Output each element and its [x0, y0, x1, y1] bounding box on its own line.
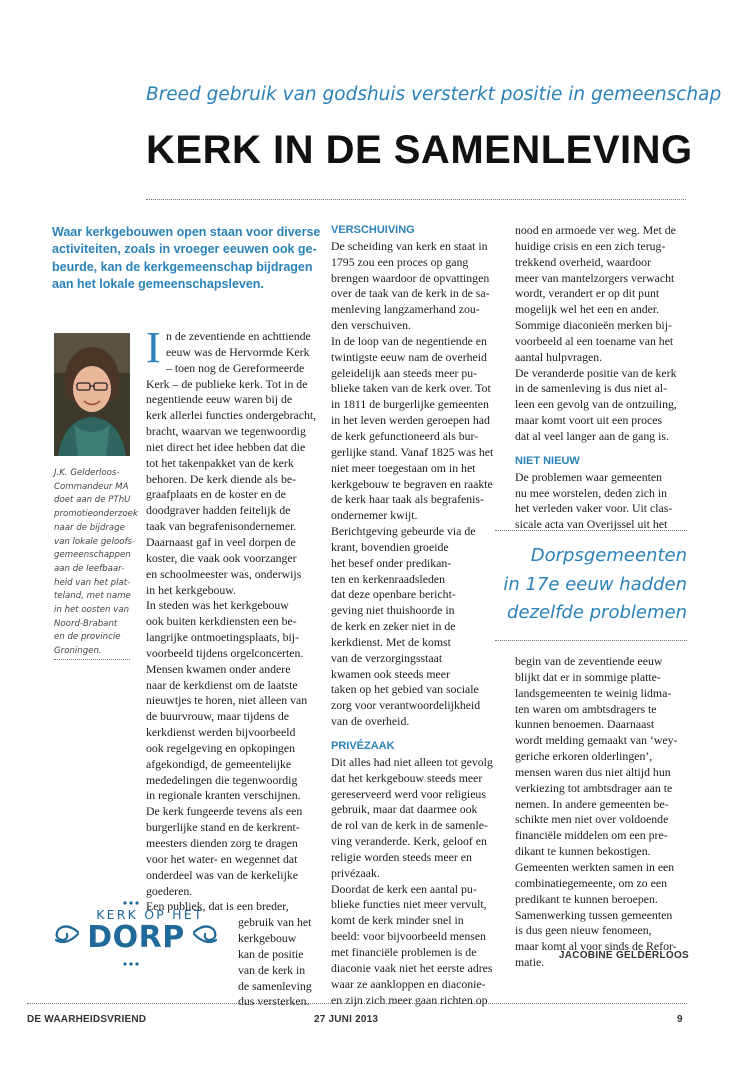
body-line: maar komt voort uit een proces — [515, 413, 663, 428]
pull-quote-line: Dorpsgemeenten — [530, 545, 687, 566]
logo-main-text: DORP — [87, 920, 185, 955]
body-line: niet meer toegestaan om in het — [331, 460, 476, 475]
body-line: burgerlijke stand en de kerkrent- — [146, 820, 300, 835]
body-line: nemen. In andere gemeenten be- — [515, 796, 669, 811]
body-line: wordt, verandert er op dit punt — [515, 286, 660, 301]
body-line: ook buiten kerkdiensten een be- — [146, 614, 297, 629]
body-line: de rol van de kerk in de samenle- — [331, 818, 488, 833]
body-line: taak van begrafenisondernemer. — [146, 519, 297, 534]
body-line: dus versterken. — [238, 994, 310, 1009]
body-line: ving veranderde. Kerk, geloof en — [331, 834, 487, 849]
pull-quote-line: dezelfde problemen — [507, 602, 687, 623]
article-kicker: Breed gebruik van godshuis versterkt positie in gemeenschap — [146, 84, 722, 105]
caption-line: naar de bijdrage — [54, 522, 125, 533]
body-line: meesters dienden zorg te dragen — [146, 836, 298, 850]
caption-line: heid van het plat- — [54, 577, 131, 588]
body-line: De scheiding van kerk en staat in — [331, 238, 488, 253]
subheading-privezaak: PRIVÉZAAK — [331, 740, 395, 752]
body-line: in het kerkgebouw. — [146, 582, 236, 597]
body-line: dat al veel langer aan de gang is. — [515, 428, 669, 443]
body-line: kerkdienst werden bijvoorbeeld — [146, 725, 296, 740]
body-line: predikant te kunnen beroepen. — [515, 891, 658, 906]
body-line: goederen. — [146, 883, 193, 898]
body-line: beeld: voor bijvoorbeeld mensen — [331, 929, 486, 944]
body-line: dat het kerkgebouw steeds meer — [331, 770, 483, 785]
body-column-3-top — [515, 223, 690, 533]
body-line: afgekondigd, de gemeentelijke — [146, 756, 292, 771]
body-line: wordt melding gemaakt van ‘wey- — [515, 733, 678, 748]
caption-divider — [54, 659, 130, 660]
body-line: kerkgebouw te begraven en raakte — [331, 476, 493, 491]
body-line: onderdeel was van de kerkelijke — [146, 867, 298, 882]
caption-line: teland, met name — [54, 591, 131, 602]
body-line: Sommige diaconieën merken bij- — [515, 318, 672, 333]
body-line: Gemeenten werkten samen in een — [515, 859, 675, 874]
body-line: leen een gevolg van de ontzuiling, — [515, 397, 677, 412]
photo-caption — [54, 467, 140, 659]
body-line: Doordat de kerk een aantal pu- — [331, 881, 477, 896]
body-line: voor het water- en wegennet dat — [146, 851, 298, 866]
intro-line: Waar kerkgebouwen open staan voor diverse — [52, 225, 321, 239]
body-line: n de zeventiende en achttiende — [166, 329, 311, 343]
body-line: de kerk gefunctioneerd als bur- — [331, 428, 479, 443]
body-line: voorbeeld tijdens orgelconcerten. — [146, 645, 304, 660]
body-line: naar de kerkdienst om de laatste — [146, 677, 298, 692]
author-photo — [54, 333, 130, 456]
body-line: tot het takenpakket van de kerk — [146, 455, 294, 470]
body-line: en zijn zich meer gaan richten op — [331, 992, 488, 1007]
intro-line: beurde, kan de kerkgemeenschap bijdragen — [52, 259, 313, 274]
body-line: financiële middelen om een pre- — [515, 828, 668, 843]
body-line: krant, bovendien groeide — [331, 539, 449, 554]
subheading-niet-nieuw: NIET NIEUW — [515, 454, 580, 467]
body-line: Dit alles had niet alleen tot gevolg — [331, 754, 493, 769]
body-line: In steden was het kerkgebouw — [146, 598, 289, 613]
body-line: dikant te kunnen bekostigen. — [515, 844, 651, 859]
article-headline: KERK IN DE SAMENLEVING — [146, 128, 693, 172]
caption-line: en de provincie — [54, 632, 121, 643]
body-line: ook regelgeving en opkopingen — [146, 740, 296, 755]
body-line: Mensen kwamen onder andere — [146, 661, 291, 676]
body-line: combinatiegemeente, om zo een — [515, 875, 667, 890]
caption-line: in het oosten van — [54, 605, 130, 616]
body-line: aantal hulpvragen. — [515, 349, 603, 364]
body-line: zorg voor verantwoordelijkheid — [331, 698, 481, 713]
body-line: bracht, waarvan we tegenwoordig — [146, 424, 306, 439]
drop-cap: I — [146, 323, 161, 372]
body-line: nu mee worstelen, deden zich in — [515, 485, 667, 500]
intro-line: aan het lokale gemeenschapsleven. — [52, 277, 264, 292]
body-line: meer van mantelzorgers verwacht — [515, 270, 675, 285]
body-line: blieke taken van de kerk over. Tot — [331, 381, 491, 396]
body-line: In de loop van de negentiende en — [331, 333, 487, 348]
body-line: religie worden steeds meer en — [331, 849, 472, 864]
body-line: gerlijke stand. Vanaf 1825 was het — [331, 444, 494, 459]
body-line: blijkt dat er in sommige platte- — [515, 669, 661, 684]
body-line: landsgemeenten te weinig lidma- — [515, 685, 672, 700]
portrait-photo-icon — [54, 333, 130, 456]
logo-top-text: KERK OP HET — [96, 907, 204, 922]
body-column-2 — [331, 223, 504, 1008]
body-line: behoren. De kerk diende als be- — [146, 471, 297, 486]
body-line: De problemen waar gemeenten — [515, 469, 663, 484]
body-line: graafplaats en de koster en de — [146, 487, 286, 502]
body-line: blieke functies niet meer vervult, — [331, 897, 487, 912]
footer-publication: DE WAARHEIDSVRIEND — [27, 1014, 147, 1025]
body-line: verkiezing tot ambtsdrager aan te — [515, 780, 673, 795]
body-line: niet direct het idee hebben dat die — [146, 439, 306, 454]
body-line: van de overheid. — [331, 714, 410, 729]
body-line: kan de positie — [238, 946, 304, 961]
body-line: schikte men niet over voldoende — [515, 812, 669, 827]
body-line: de kerk en zeker niet in de — [331, 619, 456, 634]
body-line: van de kerk in — [238, 962, 306, 977]
body-line: Samenwerking tussen gemeenten — [515, 907, 673, 922]
footer-divider — [27, 1003, 687, 1004]
body-line: het besef onder predikan- — [331, 555, 452, 570]
body-line: mensen waren dus niet altijd hun — [515, 764, 671, 779]
body-line: Een publiek, dat is een breder, — [146, 899, 289, 914]
body-line: geving niet thuishoorde in — [331, 603, 455, 618]
author-signature: JACOBINE GELDERLOOS — [558, 950, 689, 961]
pullquote-divider — [495, 640, 687, 641]
pull-quote — [495, 542, 687, 628]
body-line: langrijke ontmoetingsplaats, bij- — [146, 630, 300, 645]
body-line: over de taak van de kerk in de sa- — [331, 286, 490, 301]
body-line: nood en armoede ver weg. Met de — [515, 223, 676, 237]
body-line: kwamen ook steeds meer — [331, 666, 450, 681]
body-line: twintigste eeuw nam de overheid — [331, 349, 487, 364]
body-line: matie. — [515, 955, 545, 970]
caption-line: van lokale geloofs- — [54, 536, 136, 547]
body-line: kerkgebouw — [238, 931, 297, 946]
body-line: komt de kerk minder snel in — [331, 913, 464, 928]
caption-line: Groningen. — [54, 646, 102, 657]
caption-line: J.K. Gelderloos- — [54, 468, 120, 478]
body-line: waar ze aankloppen en diaconie- — [331, 976, 486, 991]
body-line: in de samenleving is dus niet al- — [515, 381, 668, 396]
body-line: dat deze openbare bericht- — [331, 587, 456, 602]
caption-line: doet aan de PThU — [54, 495, 131, 506]
body-line: mededelingen die tegenwoordig — [146, 772, 298, 787]
body-line: diaconie vaak niet het eerste adres — [331, 960, 493, 975]
body-line: in het leven werden geroepen had — [331, 413, 490, 428]
body-line: – toen nog de Gereformeerde — [166, 360, 305, 375]
caption-line: Noord-Brabant — [54, 618, 118, 629]
body-line: het verleden vaker voor. Uit clas- — [515, 501, 673, 516]
body-line: Daarnaast gaf in veel dorpen de — [146, 534, 296, 549]
pullquote-divider — [495, 530, 687, 531]
footer-date: 27 JUNI 2013 — [314, 1014, 379, 1025]
body-line: eeuw was de Hervormde Kerk — [166, 344, 310, 359]
body-line: menleving langzamerhand zou- — [331, 302, 480, 317]
body-line: trekkend overheid, waardoor — [515, 254, 651, 269]
body-line: ten en kerkenraadsleden — [331, 571, 445, 586]
body-line: is dus geen nieuw fenomeen, — [515, 923, 652, 938]
body-line: met financiële problemen is de — [331, 944, 477, 959]
body-line: Kerk – de publieke kerk. Tot in de — [146, 376, 308, 391]
body-line: 1795 zou een proces op gang — [331, 254, 469, 269]
body-line: geleidelijk aan steeds meer pu- — [331, 365, 478, 380]
body-line: in regionale kranten verschijnen. — [146, 788, 301, 803]
body-line: brengen waardoor de opvattingen — [331, 270, 490, 285]
body-line: negentiende eeuw waren bij de — [146, 392, 293, 407]
body-line: mogelijk wel het een en ander. — [515, 302, 660, 317]
body-line: nieuwtjes te horen, niet alleen van — [146, 693, 308, 708]
headline-divider — [146, 199, 686, 200]
caption-line: gemeenschappen — [54, 550, 131, 561]
body-line: koster, die vaak ook voorzanger — [146, 550, 297, 565]
footer-page-number: 9 — [677, 1014, 683, 1025]
body-line: van de verzorgingsstaat — [331, 650, 443, 665]
body-line: geriche erkoren olderlingen’, — [515, 749, 653, 764]
body-line: ondernemer kwijt. — [331, 508, 418, 523]
body-line: kunnen benoemen. Daarnaast — [515, 717, 655, 732]
body-line: sicale acta van Overijssel uit het — [515, 517, 668, 532]
kerk-op-het-dorp-logo — [50, 898, 220, 968]
body-line: maar komt al voor sinds de Refor- — [515, 939, 677, 954]
body-line: kerkdienst. Met de komst — [331, 634, 451, 649]
body-line: en schoolmeester was, onderwijs — [146, 566, 302, 581]
body-line: de buurvrouw, maar tijdens de — [146, 709, 290, 724]
body-line: begin van de zeventiende eeuw — [515, 654, 663, 668]
body-line: de samenleving — [238, 978, 312, 993]
subheading-verschuiving: VERSCHUIVING — [331, 224, 415, 236]
body-line: taken op het gebied van sociale — [331, 682, 479, 697]
article-intro — [52, 224, 321, 294]
body-line: gebruik, maar dat daarmee ook — [331, 802, 478, 817]
intro-line: activiteiten, zoals in vroeger eeuwen ook ge- — [52, 242, 317, 257]
body-line: privézaak. — [331, 865, 380, 880]
body-line: den verschuiven. — [331, 318, 411, 333]
body-column-3-bottom — [515, 654, 690, 971]
caption-line: aan de leefbaar- — [54, 563, 125, 574]
body-line: gereserveerd werd voor religieus — [331, 786, 486, 801]
body-line: gebruik van het — [238, 915, 312, 930]
body-line: Berichtgeving gebeurde via de — [331, 524, 476, 539]
body-line: kerk allerlei functies ondergebracht, — [146, 408, 317, 423]
pull-quote-line: in 17e eeuw hadden — [503, 573, 687, 595]
body-line: doodgraver hadden feitelijk de — [146, 503, 291, 518]
body-line: De veranderde positie van de kerk — [515, 365, 677, 380]
body-line: in 1811 de burgerlijke gemeenten — [331, 397, 489, 412]
body-line: De kerk fungeerde tevens als een — [146, 804, 303, 819]
body-line: de kerk haar taak als begrafenis- — [331, 492, 484, 507]
caption-line: Commandeur MA — [54, 481, 129, 492]
body-line: voorbeeld al een toename van het — [515, 333, 674, 348]
body-line: huidige crisis en een zich terug- — [515, 238, 666, 253]
body-line: ten waren om ambtsdragers te — [515, 701, 657, 716]
caption-line: promotieonderzoek — [54, 509, 138, 520]
